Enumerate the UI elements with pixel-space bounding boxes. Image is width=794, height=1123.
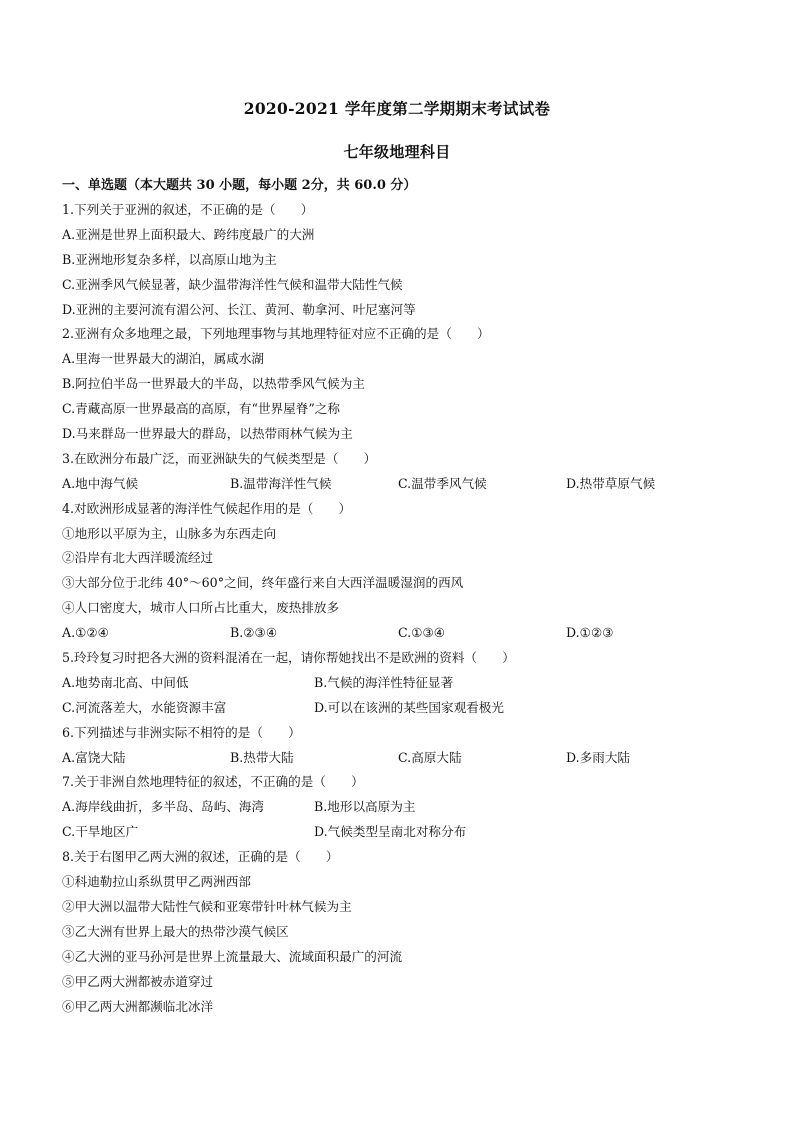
option-row — [62, 621, 762, 646]
question-option: D.马来群岛一世界最大的群岛，以热带雨林气候为主 — [62, 426, 353, 442]
option-row — [62, 820, 762, 845]
question-stem: 5.玲玲复习时把各大洲的资料混淆在一起，请你帮她找出不是欧洲的资料（ ） — [62, 650, 515, 666]
question-list — [62, 198, 762, 1019]
question-option: D.①②③ — [566, 625, 614, 641]
question-stem: 3.在欧洲分布最广泛，而亚洲缺失的气候类型是（ ） — [62, 450, 377, 466]
question-option: B.地形以高原为主 — [314, 799, 416, 815]
question-option: C.温带季风气候 — [398, 475, 487, 491]
statement-item: ④乙大洲的亚马孙河是世界上流量最大、流域面积最广的河流 — [62, 948, 403, 964]
exam-subtitle: 七年级地理科目 — [343, 143, 451, 161]
question-option: D.亚洲的主要河流有湄公河、长江、黄河、勒拿河、叶尼塞河等 — [62, 301, 416, 317]
question-option: A.里海一世界最大的湖泊，属咸水湖 — [62, 351, 265, 367]
option-row — [62, 795, 762, 820]
statement-item: ⑥甲乙两大洲都濒临北冰洋 — [62, 998, 214, 1014]
question-option: B.温带海洋性气候 — [230, 475, 332, 491]
question-option: D.热带草原气候 — [566, 475, 656, 491]
statement-item: ③大部分位于北纬 40°～60°之间，终年盛行来自大西洋温暖湿润的西风 — [62, 575, 464, 591]
question-option: C.①③④ — [398, 625, 446, 641]
question-option: C.干旱地区广 — [62, 824, 139, 840]
question-stem: 4.对欧洲形成显著的海洋性气候起作用的是（ ） — [62, 500, 352, 516]
question-option: A.①②④ — [62, 625, 109, 641]
question-option: D.多雨大陆 — [566, 749, 631, 765]
question-stem: 2.亚洲有众多地理之最，下列地理事物与其地理特征对应不正确的是（ ） — [62, 326, 490, 342]
section-heading: 一、单选题（本大题共 30 小题，每小题 2分，共 60.0 分） — [62, 178, 417, 193]
question-option: C.青藏高原一世界最高的高原，有“世界屋脊”之称 — [62, 401, 340, 417]
question-option: C.亚洲季风气候显著，缺少温带海洋性气候和温带大陆性气候 — [62, 276, 403, 292]
exam-title: 2020-2021 学年度第二学期期末考试试卷 — [243, 99, 551, 118]
question-option: B.阿拉伯半岛一世界最大的半岛，以热带季风气候为主 — [62, 376, 365, 392]
option-row — [62, 746, 762, 771]
question-option: D.可以在该洲的某些国家观看极光 — [314, 699, 504, 715]
question-option: A.富饶大陆 — [62, 749, 126, 765]
question-stem: 7.关于非洲自然地理特征的叙述，不正确的是（ ） — [62, 774, 364, 790]
question-option: A.亚洲是世界上面积最大、跨纬度最广的大洲 — [62, 226, 315, 242]
question-option: B.亚洲地形复杂多样，以高原山地为主 — [62, 251, 277, 267]
question-option: A.海岸线曲折，多半岛、岛屿、海湾 — [62, 799, 265, 815]
statement-item: ②甲大洲以温带大陆性气候和亚寒带针叶林气候为主 — [62, 898, 352, 914]
question-option: B.热带大陆 — [230, 749, 294, 765]
question-option: D.气候类型呈南北对称分布 — [314, 824, 467, 840]
question-option: C.河流落差大，水能资源丰富 — [62, 699, 227, 715]
question-option: C.高原大陆 — [398, 749, 462, 765]
option-row — [62, 472, 762, 497]
question-option: A.地势南北高、中间低 — [62, 674, 189, 690]
statement-item: ②沿岸有北大西洋暖流经过 — [62, 550, 214, 566]
question-stem: 6.下列描述与非洲实际不相符的是（ ） — [62, 724, 301, 740]
statement-item: ①地形以平原为主，山脉多为东西走向 — [62, 525, 277, 541]
option-row — [62, 696, 762, 721]
question-stem: 1.下列关于亚洲的叙述，不正确的是（ ） — [62, 202, 314, 217]
question-option: A.地中海气候 — [62, 475, 139, 491]
statement-item: ④人口密度大，城市人口所占比重大，废热排放多 — [62, 600, 340, 616]
statement-item: ①科迪勒拉山系纵贯甲乙两洲西部 — [62, 874, 251, 890]
option-row — [62, 671, 762, 696]
statement-item: ③乙大洲有世界上最大的热带沙漠气候区 — [62, 923, 289, 939]
question-option: B.气候的海洋性特征显著 — [314, 674, 454, 690]
statement-item: ⑤甲乙两大洲都被赤道穿过 — [62, 973, 214, 989]
question-option: B.②③④ — [230, 625, 278, 641]
question-stem: 8.关于右图甲乙两大洲的叙述，正确的是（ ） — [62, 849, 339, 865]
